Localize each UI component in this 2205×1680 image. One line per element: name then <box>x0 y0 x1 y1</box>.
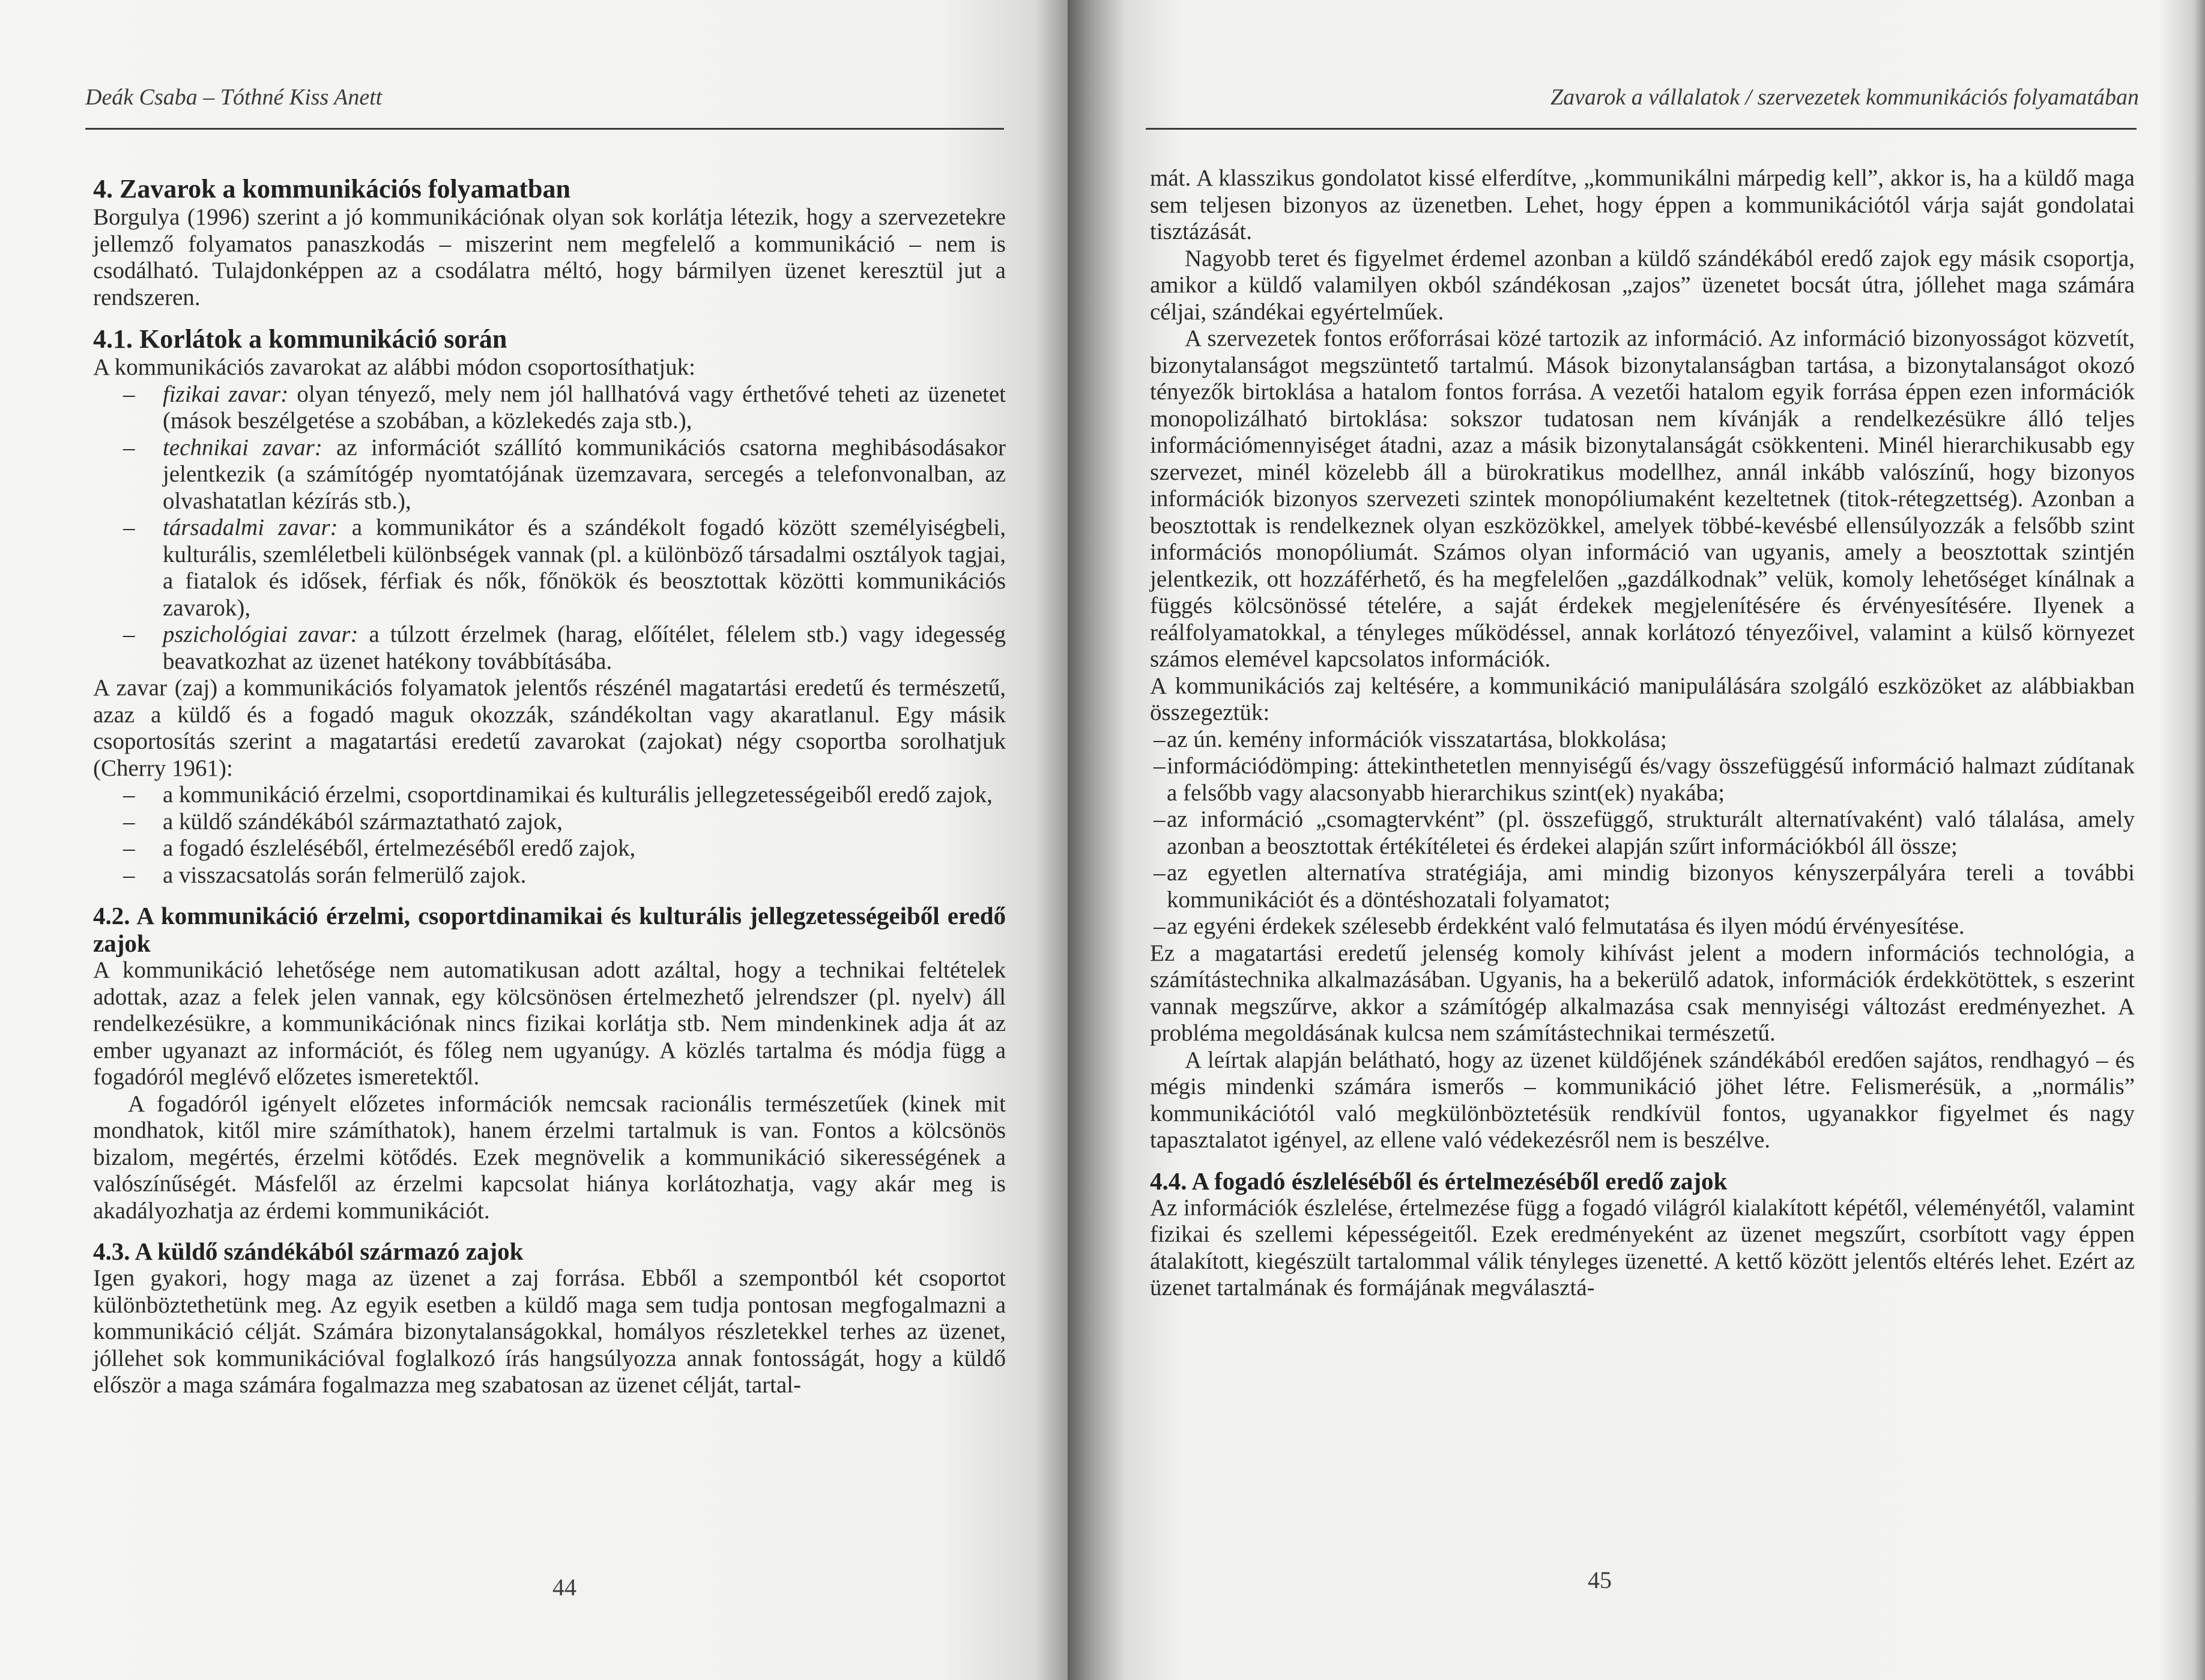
noise-group-list <box>93 782 1006 889</box>
manipulation-tools-list <box>1150 727 2135 940</box>
left-text-column <box>93 174 1006 1399</box>
right-text-column <box>1150 165 2135 1302</box>
section-4-1-intro: A kommunikációs zavarokat az alábbi módon csoportosíthatjuk: <box>93 354 695 380</box>
right-paragraph-4: A kommunikációs zaj keltésére, a kommunikáció manipulálására szolgáló eszközöket az alábbiakban összegeztük: <box>1150 672 2135 725</box>
noise-group-item: – a fogadó észleléséből, értelmezéséből eredő zajok, <box>93 835 1006 862</box>
right-header-rule <box>1146 128 2137 130</box>
section-4-1-paragraph-2: A zavar (zaj) a kommunikációs folyamatok jelentős részénél magatartási eredetű és természetű, azaz a küldő és a fogadó maguk okozzák, szándékoltan vagy akaratlanul. Egy másik csoportosítás szerint a magatartási eredetű zavarokat (zajokat) négy csoportba sorolhatjuk (Cherry 1961): <box>93 675 1006 781</box>
barrier-list <box>93 381 1006 675</box>
right-paragraph-1: mát. A klasszikus gondolatot kissé elferdítve, „kommunikálni márpedig kell”, akkor is, ha a küldő maga sem teljesen bizonyos az üzenetben. Lehet, hogy éppen a kommunikációtól várja saját gondolatai tisztázását. <box>1150 165 2135 244</box>
section-4-paragraph: Borgulya (1996) szerint a jó kommunikációnak olyan sok korlátja létezik, hogy a szervezetekre jellemző folyamatos panaszkodás – miszerint nem megfelelő a kommunikáció – nem is csodálható. Tulajdonképpen az a csodálatra méltó, hogy bármilyen üzenet keresztül jut a rendszeren. <box>93 204 1006 310</box>
right-page-number: 45 <box>1588 1567 1612 1594</box>
manipulation-tool-item: – az egyetlen alternatíva stratégiája, ami mindig bizonyos kényszerpályára tereli a további kommunikációt és a döntéshozatali folyamatot; <box>1150 860 2135 913</box>
left-page-number: 44 <box>552 1574 576 1601</box>
right-page <box>1068 0 2205 1680</box>
barrier-item: – fizikai zavar: olyan tényező, mely nem jól hallhatóvá vagy érthetővé teheti az üzenetet (mások beszélgetése a szobában, a közlekedés zaja stb.), <box>93 381 1006 435</box>
noise-group-item: – a visszacsatolás során felmerülő zajok. <box>93 862 1006 889</box>
manipulation-tool-item: – információdömping: áttekinthetetlen mennyiségű és/vagy összefüggésű információ halmazt zúdítanak a felsőbb vagy alacsonyabb hierarchikus szint(ek) nyakába; <box>1150 753 2135 806</box>
manipulation-tool-item: – az ún. kemény információk visszatartása, blokkolása; <box>1150 727 2135 754</box>
right-paragraph-3: A szervezetek fontos erőforrásai közé tartozik az információ. Az információ bizonyosságot közvetít, bizonytalanságot megszüntető tartalmú. Mások bizonytalanságban tartása, a bizonytalanságot okozó tényezők birtoklása a hatalom fontos forrása. A vezetői hatalom egyik forrása éppen ezen információk monopolizálható birtoklása: sokszor tudatosan nem kívánják a rendelkezésükre álló teljes információmennyiséget átadni, azaz a másik bizonytalanságát csökkenteni. Minél hierarchikusabb egy szervezet, minél közelebb áll a bürokratikus modellhez, annál inkább valószínű, hogy bizonyos információk bizonyos szervezeti szintek monopóliumaként kezeltetnek (titok-rétegzettség). Azonban a beosztottak is rendelkeznek olyan eszközökkel, amelyek többé-kevésbé ellensúlyozzák a felsőbb szint információs monopóliumát. Számos olyan információ van ugyanis, amely a beosztottak szintjén jelentkezik, ott hozzáférhető, és ha megfelelően „gazdálkodnak” velük, komoly lehetőséget kínálnak a függés kölcsönössé tételére, a saját érdekek megjelenítésére és érvényesítésére. Ilyenek a reálfolyamatokkal, a tényleges működéssel, annak korlátozó tényezőivel, valamint a külső környezet számos elemével kapcsolatos információk. <box>1150 325 2135 672</box>
right-paragraph-5: Ez a magatartási eredetű jelenség komoly kihívást jelent a modern információs technológia, a számítástechnika alkalmazásában. Ugyanis, ha a bekerülő adatok, információk érdekkötöttek, s eszerint vannak megszűrve, akkor a számítógép alkalmazása csak mennyiségi változást eredményezhet. A probléma megoldásának kulcsa nem számítástechnikai természetű. <box>1150 940 2135 1046</box>
section-4-2-title: 4.2. A kommunikáció érzelmi, csoportdinamikai és kulturális jellegzetességeiből eredő zajok <box>93 902 1006 957</box>
section-4-2-paragraph-2: A fogadóról igényelt előzetes információk nemcsak racionális természetűek (kinek mit mondhatok, kitől mire számíthatok), hanem érzelmi tartalmuk is van. Fontos a kölcsönös bizalom, megértés, érzelmi kötődés. Ezek megnövelik a kommunikáció sikerességének a valószínűségét. Másfelől az érzelmi kapcsolat hiánya korlátozhatja, vagy akár meg is akadályozhatja az érdemi kommunikációt. <box>93 1090 1006 1224</box>
section-4-2-paragraph-1: A kommunikáció lehetősége nem automatikusan adott azáltal, hogy a technikai feltételek adottak, azaz a felek jelen vannak, egy kölcsönösen értelmezhető jelrendszer (pl. nyelv) áll rendelkezésükre, a kommunikációnak nincs fizikai korlátja stb. Nem mindenkinek adja át az ember ugyanazt az információt, és főleg nem ugyanúgy. A közlés tartalma és módja függ a fogadóról meglévő előzetes ismeretektől. <box>93 957 1006 1090</box>
section-4-title: 4. Zavarok a kommunikációs folyamatban <box>93 174 570 204</box>
left-page <box>0 0 1068 1680</box>
right-paragraph-2: Nagyobb teret és figyelmet érdemel azonban a küldő szándékából eredő zajok egy másik csoportja, amikor a küldő valamilyen okból szándékosan „zajos” üzenetet bocsát útra, jóllehet maga számára céljai, szándékai egyértelműek. <box>1150 245 2135 325</box>
manipulation-tool-item: – az egyéni érdekek szélesebb érdekként való felmutatása és ilyen módú érvényesítése. <box>1150 913 2135 940</box>
section-4-3-paragraph: Igen gyakori, hogy maga az üzenet a zaj forrása. Ebből a szempontból két csoportot különböztethetünk meg. Az egyik esetben a küldő maga sem tudja pontosan megfogalmazni a kommunikáció célját. Számára bizonytalanságokkal, homályos részletekkel terhes az üzenet, jóllehet sok kommunikációval foglalkozó írás hangsúlyozza annak fontosságát, hogy a küldő először a maga számára fogalmazza meg szabatosan az üzenet célját, tartal- <box>93 1265 1006 1398</box>
manipulation-tool-item: – az információ „csomagtervként” (pl. összefüggő, strukturált alternatívaként) való tálalása, amely azonban a beosztottak értékítéletei és érdekei alapján szűrt információkból áll össze; <box>1150 806 2135 860</box>
noise-group-item: – a küldő szándékából származtatható zajok, <box>93 809 1006 836</box>
section-4-4-title: 4.4. A fogadó észleléséből és értelmezéséből eredő zajok <box>1150 1167 1728 1195</box>
right-running-header: Zavarok a vállalatok / szervezetek kommunikációs folyamatában <box>1550 85 2139 110</box>
right-paragraph-6: A leírtak alapján belátható, hogy az üzenet küldőjének szándékából eredően sajátos, rendhagyó – és mégis mindenki számára ismerős – kommunikáció jöhet létre. Felismerésük, a „normális” kommunikációtól való megkülönböztetésük rendkívül fontos, ugyanakkor figyelmet és nagy tapasztalatot igényel, az ellene való védekezésről nem is beszélve. <box>1150 1047 2135 1153</box>
barrier-item: – technikai zavar: az információt szállító kommunikációs csatorna meghibásodásakor jelentkezik (a számítógép nyomtatójának üzemzavara, sercegés a telefonvonalban, az olvashatatlan kézírás stb.), <box>93 435 1006 515</box>
section-4-3-title: 4.3. A küldő szándékából származó zajok <box>93 1237 524 1265</box>
section-4-1-title: 4.1. Korlátok a kommunikáció során <box>93 324 507 354</box>
noise-group-item: – a kommunikáció érzelmi, csoportdinamikai és kulturális jellegzetességeiből eredő zajok, <box>93 782 1006 809</box>
barrier-item: – társadalmi zavar: a kommunikátor és a szándékolt fogadó között személyiségbeli, kulturális, szemléletbeli különbségek vannak (pl. a különböző társadalmi osztályok tagjai, a fiatalok és idősek, férfiak és nők, főnökök és beosztottak közötti kommunikációs zavarok), <box>93 515 1006 621</box>
section-4-4-paragraph: Az információk észlelése, értelmezése függ a fogadó világról kialakított képétől, véleményétől, valamint fizikai és szellemi képességeitől. Ezek eredményeként az üzenet megszűrt, csorbított vagy éppen átalakított, kiegészült tartalommal válik tényleges üzenetté. A kettő között jelentős eltérés lehet. Ezért az üzenet tartalmának és formájának megválasztá- <box>1150 1194 2135 1301</box>
left-running-header: Deák Csaba – Tóthné Kiss Anett <box>85 85 383 110</box>
left-header-rule <box>85 128 1004 130</box>
barrier-item: – pszichológiai zavar: a túlzott érzelmek (harag, előítélet, félelem stb.) vagy idegesség beavatkozhat az üzenet hatékony továbbításába. <box>93 621 1006 675</box>
